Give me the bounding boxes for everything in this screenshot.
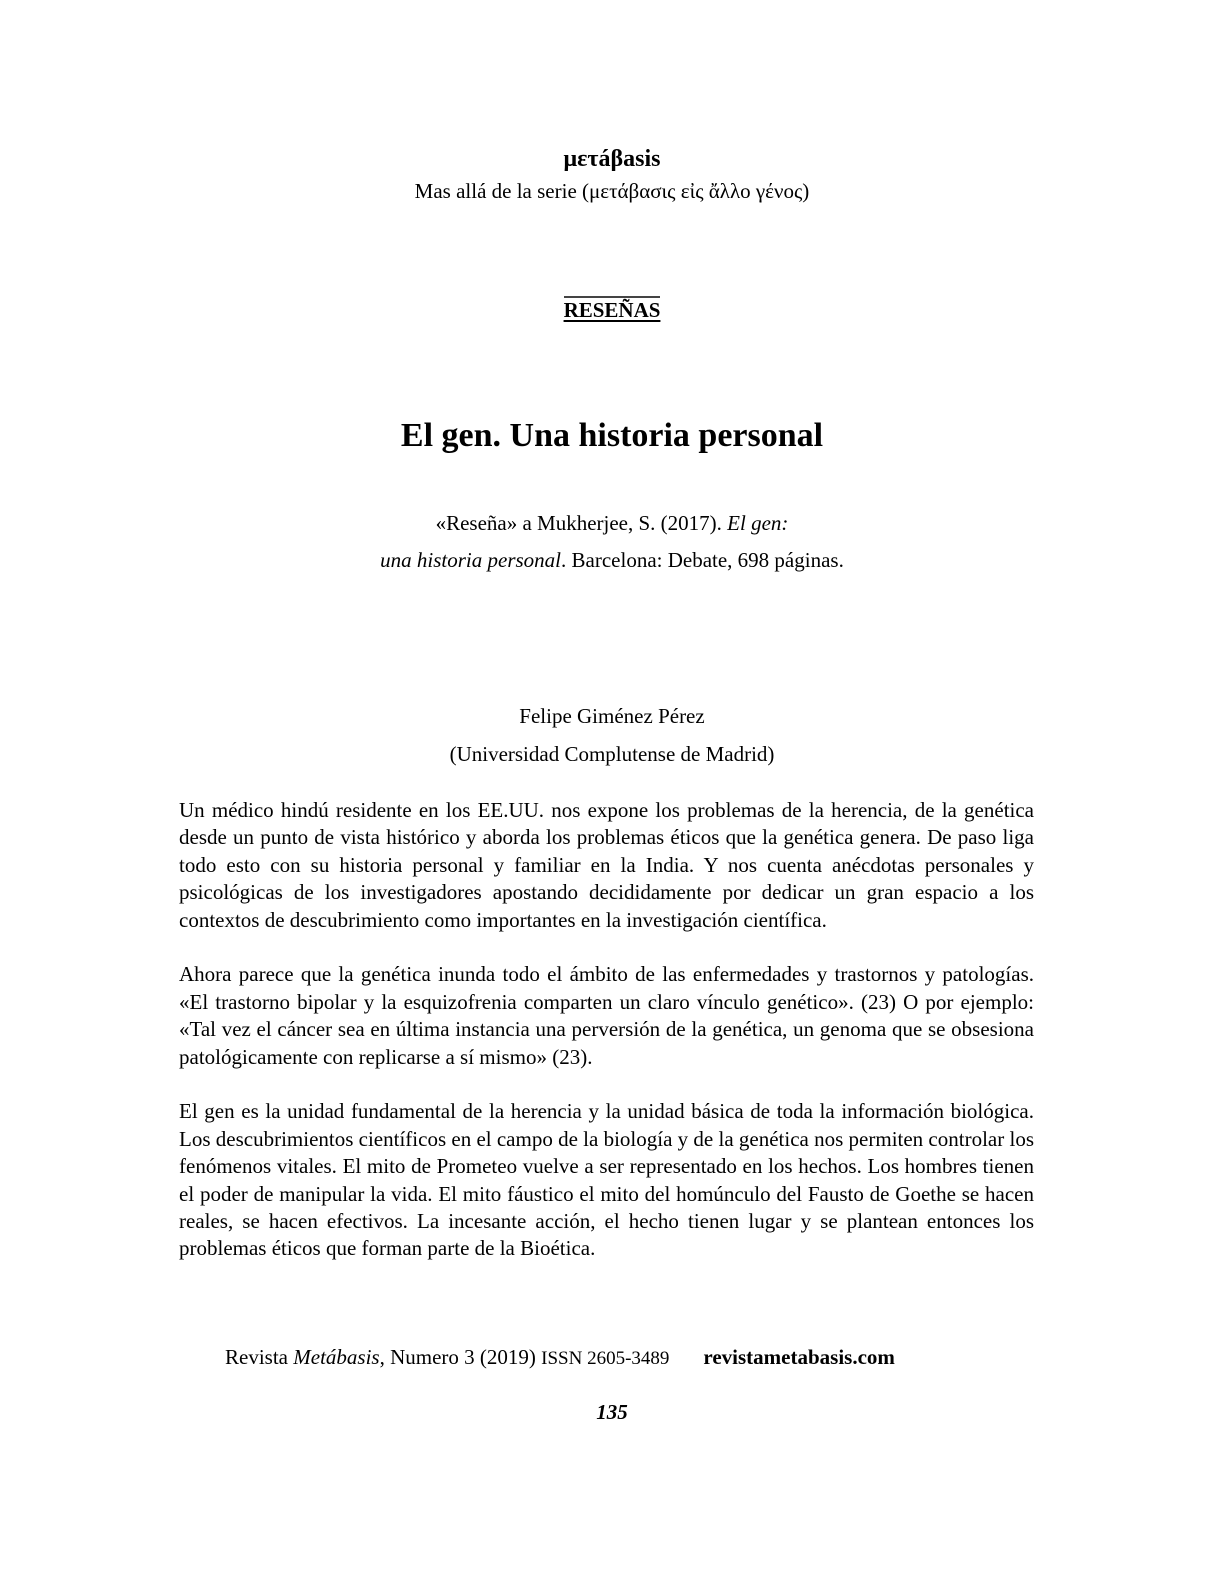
article-title: El gen. Una historia personal (400, 417, 824, 454)
citation-book-title: una historia personal (380, 548, 562, 572)
author-name: Felipe Giménez Pérez (519, 704, 705, 728)
citation-text: . Barcelona: Debate, 698 páginas. (561, 548, 844, 572)
section-label: RESEÑAS (563, 298, 661, 322)
article-body (179, 797, 1034, 1290)
author-affiliation: (Universidad Complutense de Madrid) (449, 742, 775, 766)
citation-text: «Reseña» a Mukherjee, S. (2017). (435, 511, 728, 535)
footer-text: Revista (225, 1345, 294, 1369)
paragraph: Un médico hindú residente en los EE.UU. nos expone los problemas de la herencia, de la genética desde un punto de vista histórico y aborda los problemas éticos que la genética genera. De paso liga todo esto con su historia personal y familiar en la India. Y nos cuenta anécdotas personales y psicológicas de los investigadores apostando decididamente por dedicar un gran espacio a los contextos de descubrimiento como importantes en la investigación científica. (179, 798, 1034, 932)
paragraph: El gen es la unidad fundamental de la herencia y la unidad básica de toda la información biológica. Los descubrimientos científicos en el campo de la biología y de la genética nos permiten controlar los fenómenos vitales. El mito de Prometeo vuelve a ser representado en los hechos. Los hombres tienen el poder de manipular la vida. El mito fáustico el mito del homúnculo del Fausto de Goethe se hacen reales, se hacen efectivos. La incesante acción, el hecho tienen lugar y se plantean entonces los problemas éticos que forman parte de la Bioética. (179, 1099, 1034, 1261)
journal-subtitle: Mas allá de la serie (μετάβασις εἰς ἄλλο γένος) (414, 179, 810, 203)
footer (225, 1345, 895, 1370)
paragraph: Ahora parece que la genética inunda todo el ámbito de las enfermedades y trastornos y patologías. «El trastorno bipolar y la esquizofrenia comparten un claro vínculo genético». (23) O por ejemplo: «Tal vez el cáncer sea en última instancia una perversión de la genética, un genoma que se obsesiona patológicamente con replicarse a sí mismo» (23). (179, 962, 1034, 1069)
footer-journal: Metábasis (293, 1345, 380, 1369)
citation-line-2 (0, 548, 1224, 573)
citation-book-title: El gen: (727, 511, 789, 535)
footer-website: revistametabasis.com (703, 1345, 895, 1369)
footer-issn: ISSN 2605-3489 (541, 1348, 670, 1369)
page-number: 135 (596, 1400, 628, 1424)
section-heading (0, 298, 1224, 323)
citation-line-1 (0, 511, 1224, 536)
footer-issue: , Numero 3 (2019) (379, 1345, 542, 1369)
journal-name: μετáβasis (563, 146, 661, 172)
